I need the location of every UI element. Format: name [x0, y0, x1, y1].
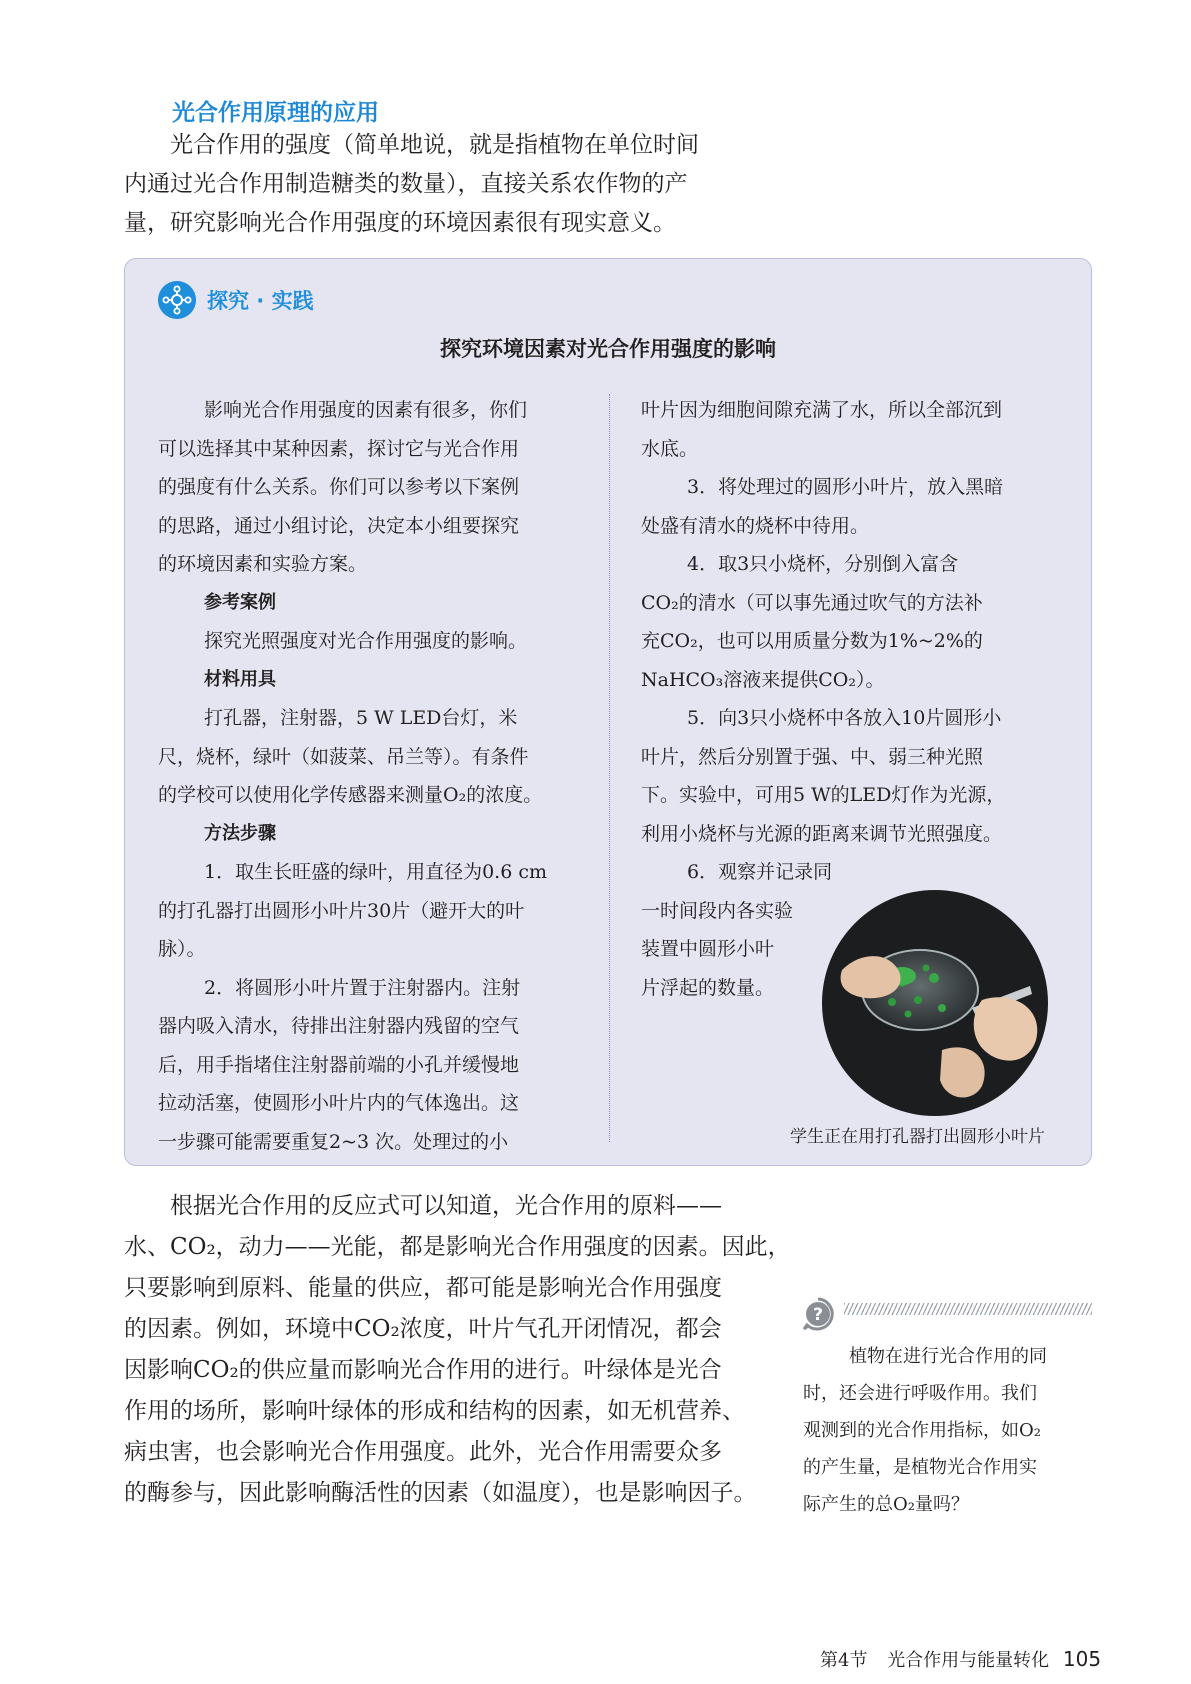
text-line: 5．向3只小烧杯中各放入10片圆形小	[687, 707, 1002, 729]
footer-title: 光合作用与能量转化	[887, 1650, 1050, 1671]
text-line: 2．将圆形小叶片置于注射器内。注射	[204, 976, 521, 999]
intro-line: 内通过光合作用制造糖类的数量），直接关系农作物的产	[124, 171, 688, 197]
footer-chapter: 第4节	[820, 1650, 868, 1671]
text-line: CO₂的清水（可以事先通过吹气的方法补	[641, 591, 983, 614]
text-line: NaHCO₃溶液来提供CO₂）。	[641, 668, 885, 691]
question-icon	[800, 1296, 836, 1332]
inquiry-label: 探究 · 实践	[207, 289, 314, 313]
column-divider	[609, 394, 610, 1142]
intro-paragraph	[124, 126, 744, 243]
text-line: 观测到的光合作用指标，如O₂	[803, 1420, 1041, 1441]
text-line: 探究光照强度对光合作用强度的影响。	[204, 630, 528, 652]
inquiry-title: 探究环境因素对光合作用强度的影响	[440, 337, 776, 361]
subheading: 材料用具	[204, 668, 276, 690]
sidebar-rule	[844, 1303, 1092, 1315]
inquiry-icon	[158, 281, 196, 319]
text-line: 作用的场所，影响叶绿体的形成和结构的因素，如无机营养、	[124, 1398, 745, 1424]
text-line: 的产生量，是植物光合作用实	[803, 1457, 1037, 1478]
text-line: 的强度有什么关系。你们可以参考以下案例	[158, 476, 520, 498]
text-line: 一步骤可能需要重复2~3 次。处理过的小	[158, 1130, 509, 1153]
text-line: 叶片因为细胞间隙充满了水，所以全部沉到	[641, 399, 1003, 421]
section-heading: 光合作用原理的应用	[172, 100, 379, 126]
text-line: 装置中圆形小叶	[641, 938, 775, 960]
inquiry-left-column	[158, 391, 578, 1161]
text-line: 片浮起的数量。	[641, 976, 775, 999]
sidebar-question	[803, 1338, 1095, 1523]
text-line: 打孔器，注射器，5 W LED台灯，米	[204, 707, 518, 729]
svg-text:?: ?	[813, 1305, 823, 1325]
text-line: 根据光合作用的反应式可以知道，光合作用的原料——	[170, 1193, 722, 1219]
text-line: 充CO₂，也可以用质量分数为1%~2%的	[641, 630, 983, 652]
text-line: 的思路，通过小组讨论，决定本小组要探究	[158, 514, 520, 537]
text-line: 水底。	[641, 437, 699, 460]
text-line: 器内吸入清水，待排出注射器内残留的空气	[158, 1015, 520, 1037]
main-paragraph	[124, 1186, 791, 1514]
text-line: 4．取3只小烧杯，分别倒入富含	[687, 553, 959, 575]
text-line: 下。实验中，可用5 W的LED灯作为光源，	[641, 784, 1006, 806]
text-line: 6．观察并记录同	[687, 861, 833, 883]
text-line: 的学校可以使用化学传感器来测量O₂的浓度。	[158, 784, 543, 806]
text-line: 脉）。	[158, 938, 206, 960]
text-line: 的酶参与，因此影响酶活性的因素（如温度），也是影响因子。	[124, 1480, 757, 1506]
text-line: 植物在进行光合作用的同	[849, 1346, 1047, 1367]
text-line: 际产生的总O₂量吗？	[803, 1494, 969, 1515]
page-number: 105	[1062, 1647, 1102, 1671]
subheading: 方法步骤	[204, 822, 276, 844]
text-line: 因影响CO₂的供应量而影响光合作用的进行。叶绿体是光合	[124, 1357, 722, 1383]
text-line: 后，用手指堵住注射器前端的小孔并缓慢地	[158, 1053, 520, 1076]
page-footer	[820, 1646, 1101, 1672]
intro-line: 光合作用的强度（简单地说，就是指植物在单位时间	[170, 132, 699, 158]
text-line: 尺，烧杯，绿叶（如菠菜、吊兰等）。有条件	[158, 745, 529, 768]
text-line: 的因素。例如，环境中CO₂浓度，叶片气孔开闭情况，都会	[124, 1316, 722, 1342]
student-punching-leaf-photo	[822, 890, 1048, 1116]
text-line: 利用小烧杯与光源的距离来调节光照强度。	[641, 822, 1003, 845]
text-line: 时，还会进行呼吸作用。我们	[803, 1383, 1037, 1404]
text-line: 只要影响到原料、能量的供应，都可能是影响光合作用强度	[124, 1275, 722, 1301]
text-line: 3．将处理过的圆形小叶片，放入黑暗	[687, 476, 1004, 498]
photo-caption: 学生正在用打孔器打出圆形小叶片	[790, 1127, 1045, 1147]
text-line: 可以选择其中某种因素，探讨它与光合作用	[158, 437, 520, 460]
text-line: 处盛有清水的烧杯中待用。	[641, 514, 870, 537]
text-line: 的打孔器打出圆形小叶片30片（避开大的叶	[158, 899, 525, 922]
intro-line: 量，研究影响光合作用强度的环境因素很有现实意义。	[124, 210, 676, 236]
text-line: 一时间段内各实验	[641, 899, 794, 922]
text-line: 影响光合作用强度的因素有很多，你们	[204, 399, 528, 421]
subheading: 参考案例	[204, 591, 276, 613]
text-line: 水、CO₂，动力——光能，都是影响光合作用强度的因素。因此，	[124, 1234, 791, 1260]
text-line: 叶片，然后分别置于强、中、弱三种光照	[641, 745, 984, 768]
text-line: 1．取生长旺盛的绿叶，用直径为0.6 cm	[204, 861, 548, 883]
text-line: 拉动活塞，使圆形小叶片内的气体逸出。这	[158, 1092, 520, 1114]
text-line: 病虫害，也会影响光合作用强度。此外，光合作用需要众多	[124, 1439, 722, 1465]
text-line: 的环境因素和实验方案。	[158, 553, 368, 575]
